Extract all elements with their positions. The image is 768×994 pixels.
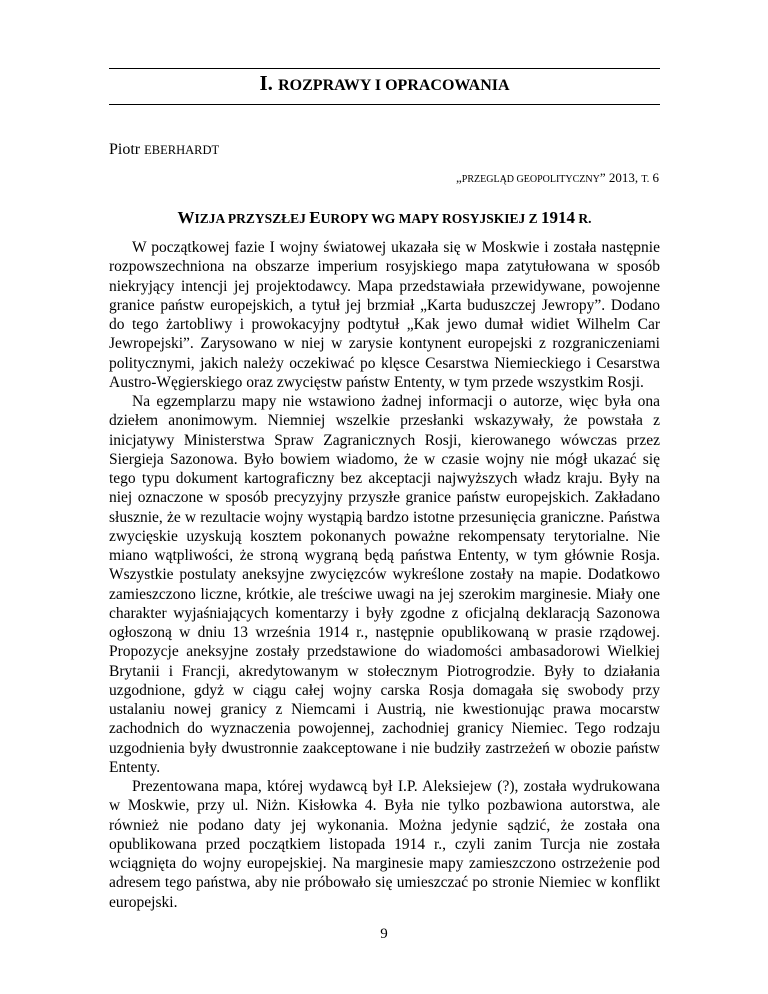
citation-details: 2013, — [605, 170, 642, 185]
volume-number: 6 — [649, 170, 659, 185]
paragraph: W początkowej fazie I wojny światowej ukazała się w Moskwie i została następnie rozpowszechniona na obszarze imperium rosyjskiego mapa zatytułowana w sposób niekryjący intencji jej projektodawcy. Mapa przedstawiała przewidywane, powojenne granice państw europejskich, a tytuł jej brzmiał „Karta buduszczej Jewropy”. Dodano do tego żartobliwy i prowokacyjny podtytuł „Kak jewo dumał widiet Wilhelm Car Jewropejski”. Zarysowano w niej w zarysie kontynent europejski z rozgraniczeniami politycznymi, jakich należy oczekiwać po klęsce Cesarstwa Niemieckiego i Cesarstwa Austro-Węgierskiego oraz zwycięstw państw Ententy, w tym przede wszystkim Rosji. — [109, 239, 660, 391]
journal-name: PRZEGLĄD GEOPOLITYCZNY — [461, 174, 600, 185]
title-part-2: UROPY WG MAPY ROSYJSKIEJ Z — [320, 211, 542, 226]
section-heading — [109, 70, 660, 99]
citation-close-quote: ” — [599, 170, 606, 185]
citation-open-quote: „ — [456, 170, 462, 185]
title-initial: W — [177, 208, 195, 227]
article-title — [109, 207, 660, 230]
article-body — [109, 238, 660, 912]
title-year: 1914 — [541, 208, 576, 227]
heading-underline — [109, 104, 660, 105]
section-title: ROZPRAWY I OPRACOWANIA — [278, 77, 510, 94]
title-part-1: IZJA PRZYSZŁEJ — [194, 211, 310, 226]
title-initial-2: E — [309, 208, 321, 227]
paragraph: Prezentowana mapa, której wydawcą był I.P. Aleksiejew (?), została wydrukowana w Moskwie, przy ul. Niżn. Kisłowka 4. Była nie tylko pozbawiona autorstwa, ale również nie podano daty jej wykonania. Można jedynie sądzić, że została ona opublikowana przed początkiem listopada 1914 r., czyli zanim Turcja nie została wciągnięta do wojny europejskiej. Na marginesie mapy zamieszczono ostrzeżenie pod adresem tego państwa, aby nie próbowało się umieszczać po stronie Niemiec w konflikt europejski. — [109, 778, 660, 911]
page-number: 9 — [380, 926, 388, 942]
paragraph: Na egzemplarzu mapy nie wstawiono żadnej informacji o autorze, więc była ona dziełem anonimowym. Niemniej wszelkie przesłanki wskazywały, że powstała z inicjatywy Ministerstwa Spraw Zagranicznych Rosji, kierowanego wówczas przez Siergieja Sazonowa. Było bowiem wiadomo, że w czasie wojny nie mógł ukazać się tego typu dokument kartograficzny bez akceptacji najwyższych władz kraju. Były na niej oznaczone w sposób precyzyjny przyszłe granice państw europejskich. Zakładano słusznie, że w rezultacie wojny wystąpią bardzo istotne przesunięcia graniczne. Państwa zwycięskie uzyskują kosztem pokonanych poważne rekompensaty terytorialne. Nie miano wątpliwości, że stroną wygraną będą państwa Ententy, w tym głównie Rosja. Wszystkie postulaty aneksyjne zwycięzców wykreślone zostały na mapie. Dodatkowo zamieszczono liczne, krótkie, ale treściwe uwagi na jej szerokim marginesie. Miały one charakter wyjaśniających komentarzy i były zgodne z oficjalną deklaracją Sazonowa ogłoszoną w dniu 13 września 1914 r., następnie opublikowaną w prasie rządowej. Propozycje aneksyjne zostały przedstawione do wiadomości ambasadorowi Wielkiej Brytanii i Francji, akredytowanym w stołecznym Piotrogrodzie. Były to działania uzgodnione, gdyż w ciągu całej wojny carska Rosja domagała się swobody przy ustalaniu nowej granicy z Niemcami i Austrią, nie kwestionując prawa mocarstw zachodnich do wyznaczenia powojennej, zachodniej granicy Niemiec. Tego rodzaju uzgodnienia były dwustronnie zaakceptowane i nie budziły zastrzeżeń w obozie państw Ententy. — [109, 393, 660, 776]
journal-citation — [456, 170, 659, 188]
volume-prefix: T. — [641, 174, 650, 185]
section-number: I. — [259, 71, 273, 95]
title-suffix: R. — [575, 211, 592, 226]
top-rule — [109, 68, 660, 69]
author-first-name: Piotr — [109, 141, 141, 158]
author-line — [109, 140, 219, 160]
author-last-name: EBERHARDT — [144, 143, 220, 157]
